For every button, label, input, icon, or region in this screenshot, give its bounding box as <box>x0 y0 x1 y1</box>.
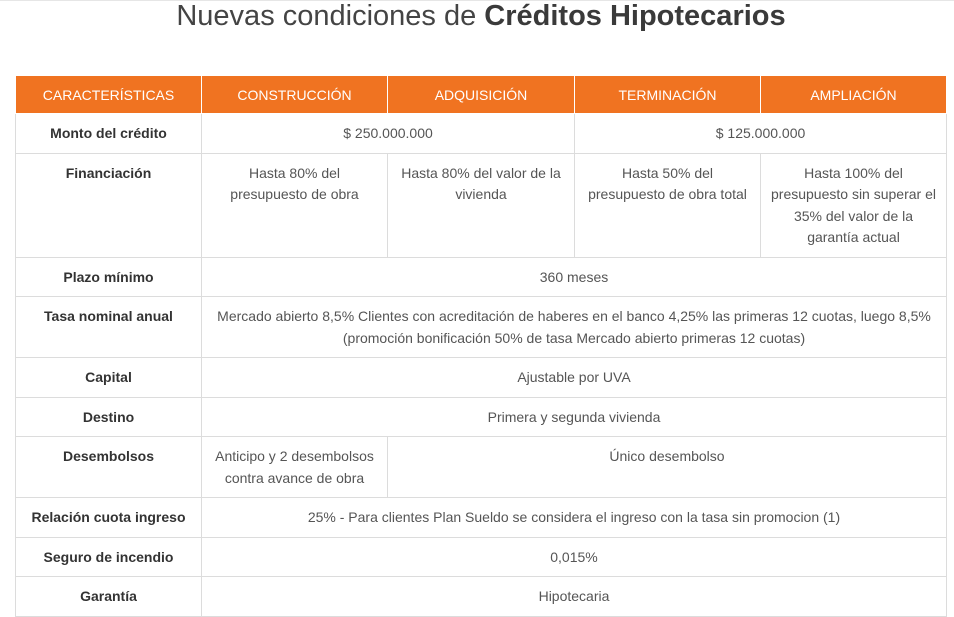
garantia-value: Hipotecaria <box>202 577 947 617</box>
table-header-row <box>16 76 947 114</box>
table-row <box>16 537 947 577</box>
monto-terminacion-ampliacion: $ 125.000.000 <box>575 114 947 154</box>
header-ampliacion: AMPLIACIÓN <box>761 76 947 114</box>
header-construccion: CONSTRUCCIÓN <box>202 76 388 114</box>
page-title-bold: Créditos Hipotecarios <box>484 0 786 32</box>
capital-value: Ajustable por UVA <box>202 358 947 398</box>
row-label-plazo: Plazo mínimo <box>16 257 202 297</box>
tasa-value: Mercado abierto 8,5% Clientes con acreditación de haberes en el banco 4,25% las primeras 12 cuotas, luego 8,5% (promoción bonificación 50% de tasa Mercado abierto primeras 12 cuotas) <box>202 297 947 358</box>
table-row <box>16 437 947 498</box>
row-label-capital: Capital <box>16 358 202 398</box>
desembolsos-construccion: Anticipo y 2 desembolsos contra avance de obra <box>202 437 388 498</box>
financiacion-ampliacion: Hasta 100% del presupuesto sin superar el 35% del valor de la garantía actual <box>761 153 947 257</box>
table-row <box>16 114 947 154</box>
table-row <box>16 257 947 297</box>
row-label-seguro: Seguro de incendio <box>16 537 202 577</box>
header-caracteristicas: CARACTERÍSTICAS <box>16 76 202 114</box>
table-row <box>16 498 947 538</box>
row-label-garantia: Garantía <box>16 577 202 617</box>
table-row <box>16 397 947 437</box>
financiacion-terminacion: Hasta 50% del presupuesto de obra total <box>575 153 761 257</box>
row-label-monto: Monto del crédito <box>16 114 202 154</box>
table-row <box>16 577 947 617</box>
destino-value: Primera y segunda vivienda <box>202 397 947 437</box>
relacion-value: 25% - Para clientes Plan Sueldo se considera el ingreso con la tasa sin promocion (1) <box>202 498 947 538</box>
row-label-tasa: Tasa nominal anual <box>16 297 202 358</box>
monto-construccion-adquisicion: $ 250.000.000 <box>202 114 575 154</box>
mortgage-conditions-table <box>15 75 947 617</box>
financiacion-adquisicion: Hasta 80% del valor de la vivienda <box>388 153 575 257</box>
header-adquisicion: ADQUISICIÓN <box>388 76 575 114</box>
row-label-relacion: Relación cuota ingreso <box>16 498 202 538</box>
table-row <box>16 297 947 358</box>
desembolsos-resto: Único desembolso <box>388 437 947 498</box>
page-title <box>0 0 954 32</box>
header-terminacion: TERMINACIÓN <box>575 76 761 114</box>
table-row <box>16 153 947 257</box>
row-label-financiacion: Financiación <box>16 153 202 257</box>
row-label-desembolsos: Desembolsos <box>16 437 202 498</box>
financiacion-construccion: Hasta 80% del presupuesto de obra <box>202 153 388 257</box>
seguro-value: 0,015% <box>202 537 947 577</box>
table-row <box>16 358 947 398</box>
row-label-destino: Destino <box>16 397 202 437</box>
plazo-value: 360 meses <box>202 257 947 297</box>
page-title-prefix: Nuevas condiciones de <box>176 0 485 32</box>
